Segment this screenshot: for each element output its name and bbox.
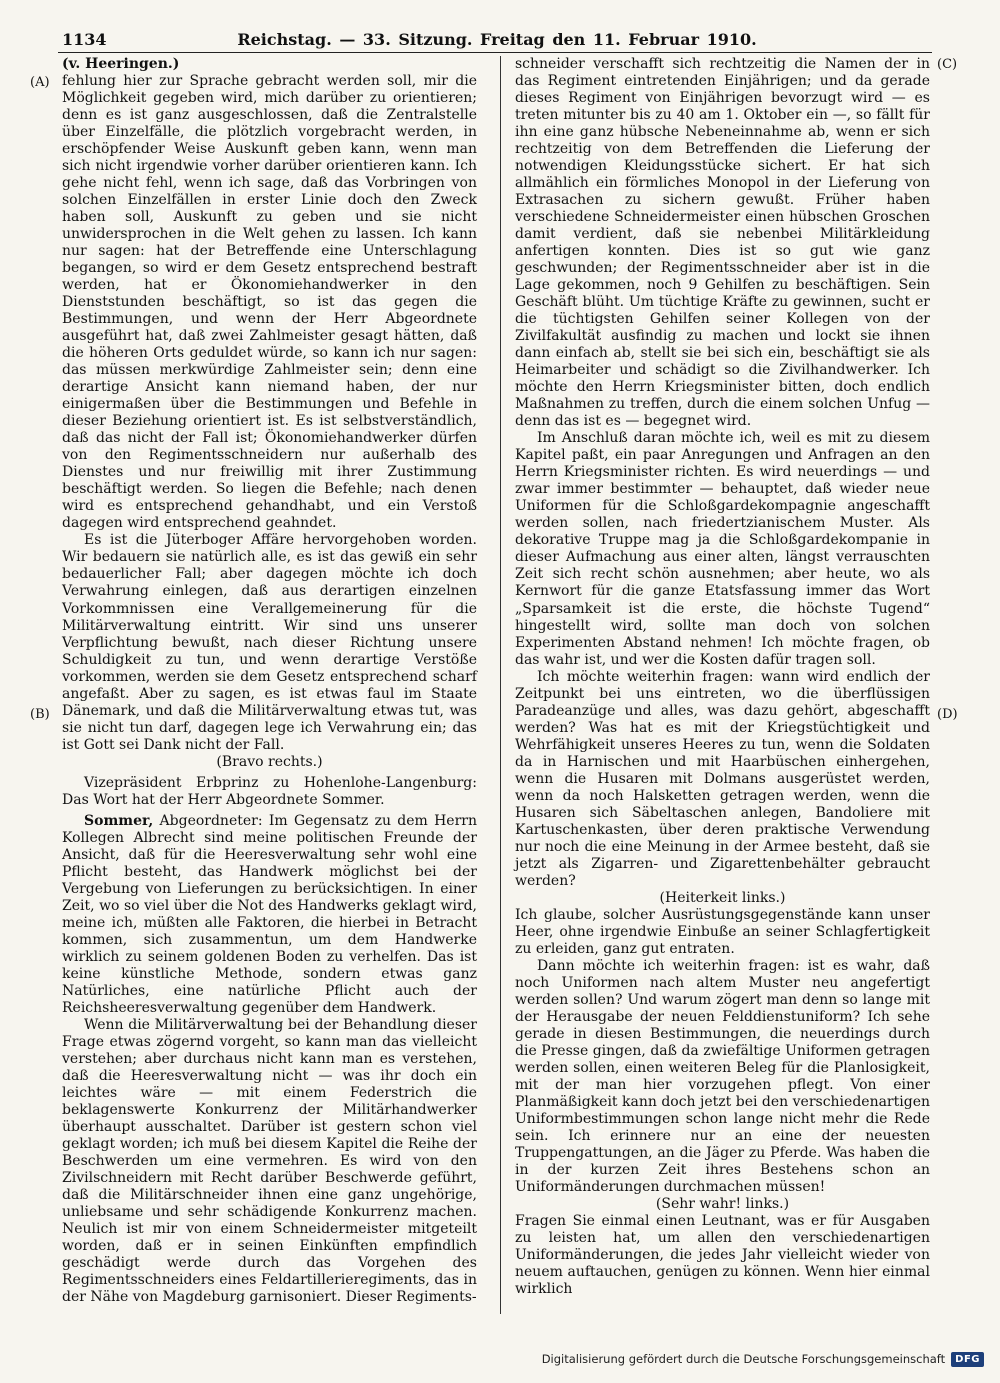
speaker-tag: (v. Heeringen.) xyxy=(62,56,180,72)
margin-label-d: (D) xyxy=(937,707,958,722)
right-paragraph-6: Fragen Sie einmal einen Leutnant, was er für Ausgaben zu leisten hat, um allen den verschiedenartigen Uniformänderungen, die jedes Jahr vielleicht wieder von neuem auftauchen, genügen zu können. Wenn hier einmal wirklich xyxy=(515,1213,930,1298)
left-paragraph-2: Es ist die Jüterboger Affäre hervorgehoben worden. Wir bedauern sie natürlich alle, es ist das gewiß ein sehr bedauerlicher Fall; aber dagegen möchte ich doch Verwahrung einlegen, daß aus derartigen einzelnen Vorkommnissen eine Verallgemeinerung für die Militärverwaltung eintritt. Wir sind uns unserer Verpflichtung bewußt, nach dieser Richtung unsere Schuldigkeit zu tun, und wenn derartige Verstöße vorkommen, werden sie dem Gesetz entsprechend scharf angefaßt. Aber zu sagen, es ist etwas faul im Staate Dänemark, und daß die Militärverwaltung etwas tut, was sie nicht tun darf, dagegen lege ich Verwahrung ein; das ist Gott sei Dank nicht der Fall. xyxy=(62,532,477,753)
page-number: 1134 xyxy=(62,30,107,49)
agreement-note: (Sehr wahr! links.) xyxy=(655,1196,790,1213)
sommer-speech-intro xyxy=(62,813,477,1017)
margin-label-b: (B) xyxy=(30,707,50,722)
left-column xyxy=(62,56,477,1306)
left-paragraph-3: Abgeordneter: Im Gegensatz zu dem Herrn Kollegen Albrecht sind meine politischen Freunde der Ansicht, daß für die Heeresverwaltung sehr wohl eine Pflicht besteht, das Handwerk möglichst bei der Vergebung von Lieferungen zu berücksichtigen. In einer Zeit, wo so viel über die Not des Handwerks geklagt wird, meine ich, müßten alle Faktoren, die hierbei in Betracht kommen, sich zusammentun, um dem Handwerke wirklich zu seinem goldenen Boden zu verhelfen. Das ist keine künstliche Methode, sondern etwas ganz Natürliches, eine natürliche Pflicht auch der Reichsheeresverwaltung gegenüber dem Handwerk. xyxy=(62,812,477,1016)
president-line: Vizepräsident Erbprinz zu Hohenlohe-Langenburg: Das Wort hat der Herr Abgeordnete Sommer. xyxy=(62,774,477,808)
margin-label-a: (A) xyxy=(30,75,50,90)
left-paragraph-4: Wenn die Militärverwaltung bei der Behandlung dieser Frage etwas zögernd vorgeht, so kann man das vielleicht verstehen; aber durchaus nicht kann man es verstehen, daß die Heeresverwaltung nicht — was ihr doch ein leichtes wäre — mit einem Federstrich die beklagenswerte Konkurrenz der Militärhandwerker überhaupt ausschaltet. Darüber ist gestern schon viel geklagt worden; ich muß bei diesem Kapitel die Reihe der Beschwerden um eine vermehren. Es wird von den Zivilschneidern mit Recht darüber Beschwerde geführt, daß die Militärschneider ihnen eine ganz ungehörige, unliebsame und sehr schädigende Konkurrenz machen. Neulich ist mir von einem Schneidermeister mitgeteilt worden, daß er in seinen Einkünften empfindlich geschädigt werde durch das Vorgehen des Regimentsschneiders eines Feldartillerieregiments, das in der Nähe von Magdeburg garnisoniert. Dieser Regiments- xyxy=(62,1016,477,1306)
right-column xyxy=(515,56,930,1298)
column-divider xyxy=(500,56,501,1314)
header-rule xyxy=(58,52,932,53)
right-paragraph-1: schneider verschafft sich rechtzeitig die Namen der in das Regiment eintretenden Einjährigen; und da gerade dieses Regiment von Einjährigen bevorzugt wird — es treten mitunter bis zu 40 am 1. Oktober ein —, so fällt für ihn eine ganz hübsche Nebeneinnahme ab, wenn er sich rechtzeitig von dem Betreffenden die Lieferung der notwendigen Kleidungsstücke sichert. Er hat sich allmählich ein förmliches Monopol in der Lieferung von Extrasachen zu sichern gewußt. Früher haben verschiedene Schneidermeister einen hübschen Groschen damit verdient, daß sie nebenbei Militärkleidung anfertigen konnten. Dies ist so gut wie ganz geschwunden; der Regimentsschneider aber ist in die Lage gekommen, noch 9 Gehilfen zu beschäftigen. Sein Geschäft blüht. Um tüchtige Kräfte zu gewinnen, sucht er die tüchtigsten Gehilfen seiner Kollegen von der Zivilfakultät ausfindig zu machen und lockt sie ihnen dann einfach ab, stellt sie bei sich ein, beschäftigt sie als Heimarbeiter und schädigt so die Zivilhandwerker. Ich möchte den Herrn Kriegsminister bitten, doch endlich Maßnahmen zu treffen, durch die einem solchen Unfug — denn das ist es — begegnet wird. xyxy=(515,56,930,430)
speaker-name-sommer: Sommer, xyxy=(84,812,154,829)
dfg-logo-icon: DFG xyxy=(951,1352,984,1367)
header-title: Reichstag. — 33. Sitzung. Freitag den 11. Februar 1910. xyxy=(237,30,757,49)
right-paragraph-5: Dann möchte ich weiterhin fragen: ist es wahr, daß noch Uniformen nach altem Muster neu angefertigt werden sollen? Und warum zögert man denn so lange mit der Herausgabe der neuen Felddienstuniform? Ich sehe gerade in diesen Bestimmungen, die neuerdings durch die Presse gingen, daß da zwiefältige Uniformen getragen werden sollen, einen weiteren Beleg für die Planlosigkeit, mit der man hier vorzugehen pflegt. Von einer Planmäßigkeit kann doch jetzt bei den verschiedenartigen Uniformbestimmungen schon lange nicht mehr die Rede sein. Ich erinnere nur an eine der neuesten Truppengattungen, an die Jäger zu Pferde. Was haben die in der kurzen Zeit ihres Bestehens schon an Uniformänderungen durchmachen müssen! xyxy=(515,957,930,1196)
left-paragraph-1: fehlung hier zur Sprache gebracht werden soll, mir die Möglichkeit gegeben wird, mich darüber zu orientieren; denn es ist ganz ausgeschlossen, daß die Zentralstelle über Einzelfälle, die plötzlich vorgebracht werden, in erschöpfender Weise Auskunft geben kann, wenn man sich nicht irgendwie vorher darüber orientieren kann. Ich gehe nicht fehl, wenn ich sage, daß das Vorbringen von solchen Einzelfällen in erster Linie doch den Zweck haben soll, Auskunft zu geben und sie nicht unwidersprochen in die Welt gehen zu lassen. Ich kann nur sagen: hat der Betreffende eine Unterschlagung begangen, so wird er dem Gesetz entsprechend bestraft werden, hat er Ökonomiehandwerker in den Dienststunden beschäftigt, so ist das gegen die Bestimmungen, und wenn der Herr Abgeordnete ausgeführt hat, daß zwei Zahlmeister gesagt hätten, daß die höheren Orts geduldet würde, so kann ich nur sagen: das müssen merkwürdige Zahlmeister sein; denn eine derartige Ansicht kann niemand haben, der nur einigermaßen über die Bestimmungen und Befehle in dieser Beziehung orientiert ist. Es ist selbstverständlich, daß das nicht der Fall ist; Ökonomiehandwerker dürfen von den Regimentsschneidern nur außerhalb des Dienstes und nur freiwillig mit ihrer Zustimmung beschäftigt werden. So liegen die Befehle; nach denen wird es entsprechend gehandhabt, und ein Verstoß dagegen wird entsprechend geahndet. xyxy=(62,73,477,532)
laughter-note: (Heiterkeit links.) xyxy=(659,889,786,906)
right-paragraph-3: Ich möchte weiterhin fragen: wann wird endlich der Zeitpunkt bei uns eintreten, wo die überflüssigen Paradeanzüge und alles, was dazu gehört, abgeschafft werden? Was hat es mit der Kriegstüchtigkeit und Wehrfähigkeit unseres Heeres zu tun, wenn die Soldaten da in Harnischen und mit Haarbüschen einhergehen, wenn die Husaren mit Dolmans ausgerüstet werden, wenn da noch Halsketten getragen werden, wenn die Husaren sich Säbeltaschen anlegen, Bandoliere mit Kartuschenkasten, über deren praktische Verwendung nur noch die eine Meinung in der Armee besteht, daß sie jetzt als Zigarren- und Zigarettenbehälter gebraucht werden? xyxy=(515,668,930,889)
right-paragraph-4: Ich glaube, solcher Ausrüstungsgegenstände kann unser Heer, ohne irgendwie Einbuße an seiner Schlagfertigkeit zu erleiden, ganz gut entraten. xyxy=(515,906,930,957)
digitization-footer xyxy=(542,1349,984,1369)
page-header xyxy=(62,26,932,50)
margin-label-c: (C) xyxy=(937,57,958,72)
applause-note: (Bravo rechts.) xyxy=(216,753,323,770)
footer-text: Digitalisierung gefördert durch die Deutsche Forschungsgemeinschaft xyxy=(541,1352,946,1366)
right-paragraph-2: Im Anschluß daran möchte ich, weil es mit zu diesem Kapitel paßt, ein paar Anregungen und Anfragen an den Herrn Kriegsminister richten. Es wird neuerdings — und zwar immer bestimmter — behauptet, daß wieder neue Uniformen für die Schloßgardekompagnie angeschafft werden sollen, nach friedertzianischem Muster. Als dekorative Truppe mag ja die Schloßgardekompanie in dieser Aufmachung aus einer alten, längst verrauschten Zeit sich recht schön ausnehmen; aber heute, wo als Kernwort für die ganze Etatsfassung immer das Wort „Sparsamkeit ist die erste, die höchste Tugend“ hingestellt wird, sollte man doch von solchen Experimenten Abstand nehmen! Ich möchte fragen, ob das wahr ist, und wer die Kosten dafür tragen soll. xyxy=(515,430,930,668)
